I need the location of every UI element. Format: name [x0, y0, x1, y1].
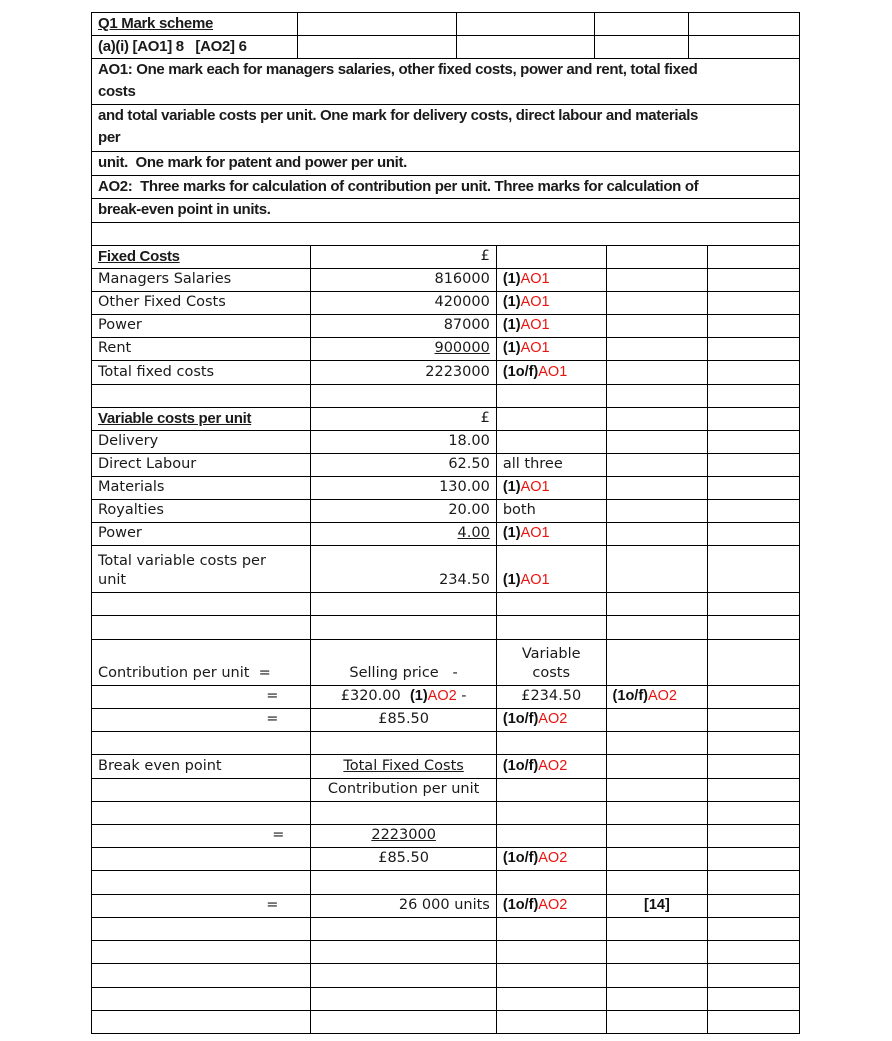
mark-cell [497, 361, 607, 384]
empty-cell [607, 408, 709, 430]
empty-row [91, 593, 800, 616]
variable-costs-label [497, 640, 607, 685]
cost-value: 62.50 [311, 454, 496, 476]
table-row [91, 477, 800, 500]
spacer-row [91, 223, 800, 246]
mark-count: (1) [502, 271, 521, 287]
table-row [91, 269, 800, 292]
cost-value: 816000 [311, 269, 496, 291]
empty-cell [607, 292, 709, 314]
equals-sign: = [92, 895, 311, 917]
empty-cell [689, 13, 799, 35]
currency-symbol: £ [311, 408, 496, 430]
mark-count: (1) [502, 294, 521, 310]
assessment-objective: AO2 [538, 897, 568, 913]
mark-scheme-table [91, 12, 800, 1034]
cost-value: 2223000 [311, 361, 496, 384]
contribution-formula-row [91, 640, 800, 686]
empty-cell [595, 13, 690, 35]
mark-count: (1o/f) [502, 364, 539, 380]
empty-cell [708, 477, 799, 499]
empty-cell [607, 709, 709, 731]
mark-count: (1o/f) [502, 897, 539, 913]
assessment-objective: AO1 [520, 317, 550, 333]
cost-label: Power [92, 523, 311, 545]
empty-row [91, 616, 800, 640]
mark-count: (1) [502, 340, 521, 356]
equals-sign: = [92, 686, 311, 708]
assessment-objective: AO1 [520, 294, 550, 310]
mark-cell [497, 338, 607, 360]
variable-costs-heading: Variable costs per unit [92, 408, 311, 430]
mark-count: (1o/f) [502, 711, 539, 727]
guidance-text: and total variable costs per unit. One mark for delivery costs, direct labour and materials [98, 107, 699, 124]
note-cell [497, 431, 607, 453]
cost-label: Delivery [92, 431, 311, 453]
empty-cell [92, 848, 311, 870]
empty-cell [607, 523, 709, 545]
equals-sign: = [92, 709, 311, 731]
cost-value: 234.50 [311, 546, 496, 592]
selling-price-label: Selling price - [311, 640, 496, 685]
empty-cell [607, 431, 709, 453]
mark-cell [497, 477, 607, 499]
empty-cell [708, 431, 799, 453]
table-row [91, 338, 800, 361]
empty-cell [607, 779, 709, 801]
empty-cell [689, 36, 799, 58]
empty-cell [457, 13, 595, 35]
empty-cell [92, 779, 311, 801]
assessment-objective: AO2 [427, 688, 457, 704]
empty-cell [607, 500, 709, 522]
equals-sign: = [92, 825, 311, 847]
mark-count: (1) [502, 572, 521, 588]
price-value: £320.00 [340, 688, 401, 704]
empty-cell [708, 709, 799, 731]
empty-cell [708, 755, 799, 778]
empty-cell [607, 848, 709, 870]
cost-label: Total fixed costs [92, 361, 311, 384]
break-even-denominator-value-row [91, 848, 800, 871]
mark-cell [497, 848, 607, 870]
table-row [91, 431, 800, 454]
cost-label: Materials [92, 477, 311, 499]
table-row [91, 500, 800, 523]
assessment-objective: AO1 [520, 271, 550, 287]
minus-sign: - [456, 688, 467, 704]
cost-value: 18.00 [311, 431, 496, 453]
empty-cell [708, 500, 799, 522]
empty-cell [607, 546, 709, 592]
empty-row [91, 964, 800, 988]
cost-label: Managers Salaries [92, 269, 311, 291]
guidance-ao1-line [91, 59, 800, 105]
empty-cell [607, 454, 709, 476]
empty-cell [457, 36, 595, 58]
empty-row [91, 988, 800, 1011]
empty-cell [708, 848, 799, 870]
empty-cell [708, 292, 799, 314]
empty-cell [595, 36, 690, 58]
cost-label: Royalties [92, 500, 311, 522]
empty-cell [298, 13, 457, 35]
cost-label: Direct Labour [92, 454, 311, 476]
empty-cell [708, 546, 799, 592]
empty-row [91, 732, 800, 755]
title-row [91, 12, 800, 36]
cost-value-underlined: 4.00 [457, 525, 490, 541]
empty-row [91, 1011, 800, 1034]
mark-count: (1) [502, 479, 521, 495]
assessment-objective: AO1 [520, 479, 550, 495]
empty-cell [708, 361, 799, 384]
table-row [91, 315, 800, 338]
empty-row [91, 871, 800, 895]
numerator-value [311, 825, 496, 847]
guidance-ao2-line-2 [91, 199, 800, 223]
assessment-objective: AO2 [647, 688, 677, 704]
mark-count: (1o/f) [612, 688, 648, 704]
break-even-result-row [91, 895, 800, 918]
empty-cell [298, 36, 457, 58]
table-row [91, 523, 800, 546]
note-cell: all three [497, 454, 607, 476]
variable-costs-heading-row [91, 408, 800, 431]
empty-cell [607, 477, 709, 499]
empty-row [91, 802, 800, 825]
part-row [91, 36, 800, 59]
assessment-objective: AO1 [520, 340, 550, 356]
question-part-label: (a)(i) [AO1] 8 [AO2] 6 [92, 36, 298, 58]
currency-symbol: £ [311, 246, 496, 268]
empty-row [91, 385, 800, 408]
selling-price-value [311, 686, 496, 708]
mark-cell [497, 895, 607, 917]
mark-count: (1o/f) [502, 758, 539, 774]
empty-cell [708, 269, 799, 291]
guidance-ao2-line [91, 176, 800, 199]
cost-value: 420000 [311, 292, 496, 314]
cost-label [92, 546, 311, 592]
empty-cell [497, 779, 607, 801]
variable-cost-value: £234.50 [497, 686, 607, 708]
guidance-text: break-even point in units. [98, 201, 271, 218]
numerator-value-text: 2223000 [371, 827, 436, 843]
label-line: costs [532, 665, 570, 681]
assessment-objective: AO1 [520, 525, 550, 541]
cost-value: 20.00 [311, 500, 496, 522]
empty-cell [607, 825, 709, 847]
guidance-ao1-line-3 [91, 152, 800, 176]
mark-cell [497, 755, 607, 778]
empty-cell [607, 361, 709, 384]
table-row [91, 454, 800, 477]
mark-cell [497, 709, 607, 731]
contribution-values-row [91, 686, 800, 709]
empty-cell [607, 246, 709, 268]
empty-cell [607, 315, 709, 337]
contribution-result-row [91, 709, 800, 732]
assessment-objective: AO2 [538, 758, 568, 774]
empty-cell [708, 408, 799, 430]
guidance-text: AO1: One mark each for managers salaries, other fixed costs, power and rent, total fixed [98, 61, 698, 78]
cost-value: 130.00 [311, 477, 496, 499]
empty-cell [607, 640, 709, 685]
mark-count: (1o/f) [502, 850, 539, 866]
empty-cell [708, 640, 799, 685]
assessment-objective: AO1 [520, 572, 550, 588]
table-row-total [91, 546, 800, 593]
fixed-costs-heading-row [91, 246, 800, 269]
empty-cell [607, 755, 709, 778]
mark-scheme-title: Q1 Mark scheme [92, 13, 298, 35]
cost-value [311, 523, 496, 545]
guidance-text: per [98, 129, 121, 146]
guidance-ao1-line-2 [91, 105, 800, 152]
empty-cell [708, 895, 799, 917]
numerator-text: Total Fixed Costs [343, 758, 464, 774]
cost-value: 87000 [311, 315, 496, 337]
mark-cell [607, 686, 709, 708]
empty-cell [708, 315, 799, 337]
denominator-label: Contribution per unit [311, 779, 496, 801]
cost-label: Other Fixed Costs [92, 292, 311, 314]
empty-cell [708, 523, 799, 545]
empty-cell [607, 269, 709, 291]
empty-cell [708, 779, 799, 801]
table-row [91, 292, 800, 315]
empty-cell [497, 246, 607, 268]
mark-cell [497, 523, 607, 545]
empty-row [91, 918, 800, 941]
numerator-label [311, 755, 496, 778]
assessment-objective: AO1 [538, 364, 568, 380]
table-row-total [91, 361, 800, 385]
mark-count: (1) [409, 688, 428, 704]
fixed-costs-heading: Fixed Costs [92, 246, 311, 268]
cost-label: Rent [92, 338, 311, 360]
break-even-result: 26 000 units [311, 895, 496, 917]
contribution-label: Contribution per unit = [92, 640, 311, 685]
empty-cell [607, 338, 709, 360]
guidance-text: AO2: Three marks for calculation of contribution per unit. Three marks for calculation of [98, 178, 699, 195]
break-even-label: Break even point [92, 755, 311, 778]
empty-cell [497, 408, 607, 430]
label-line: unit [98, 572, 127, 588]
label-line: Total variable costs per [98, 553, 266, 569]
cost-value [311, 338, 496, 360]
label-line: Variable [521, 646, 581, 662]
break-even-formula-row [91, 755, 800, 779]
break-even-denominator-row [91, 779, 800, 802]
mark-cell [497, 292, 607, 314]
contribution-result: £85.50 [311, 709, 496, 731]
mark-count: (1) [502, 525, 521, 541]
guidance-text: costs [98, 83, 136, 100]
mark-cell [497, 269, 607, 291]
denominator-value: £85.50 [311, 848, 496, 870]
total-marks-value: [14] [644, 897, 670, 913]
mark-count: (1) [502, 317, 521, 333]
cost-value-underlined: 900000 [434, 340, 490, 356]
assessment-objective: AO2 [538, 850, 568, 866]
break-even-values-row [91, 825, 800, 848]
empty-cell [708, 825, 799, 847]
mark-cell [497, 315, 607, 337]
cost-label: Power [92, 315, 311, 337]
guidance-text: unit. One mark for patent and power per unit. [98, 154, 407, 171]
empty-row [91, 941, 800, 964]
note-cell: both [497, 500, 607, 522]
empty-cell [708, 246, 799, 268]
empty-cell [708, 686, 799, 708]
mark-cell [497, 546, 607, 592]
assessment-objective: AO2 [538, 711, 568, 727]
empty-cell [497, 825, 607, 847]
empty-cell [708, 454, 799, 476]
total-marks [607, 895, 709, 917]
empty-cell [708, 338, 799, 360]
